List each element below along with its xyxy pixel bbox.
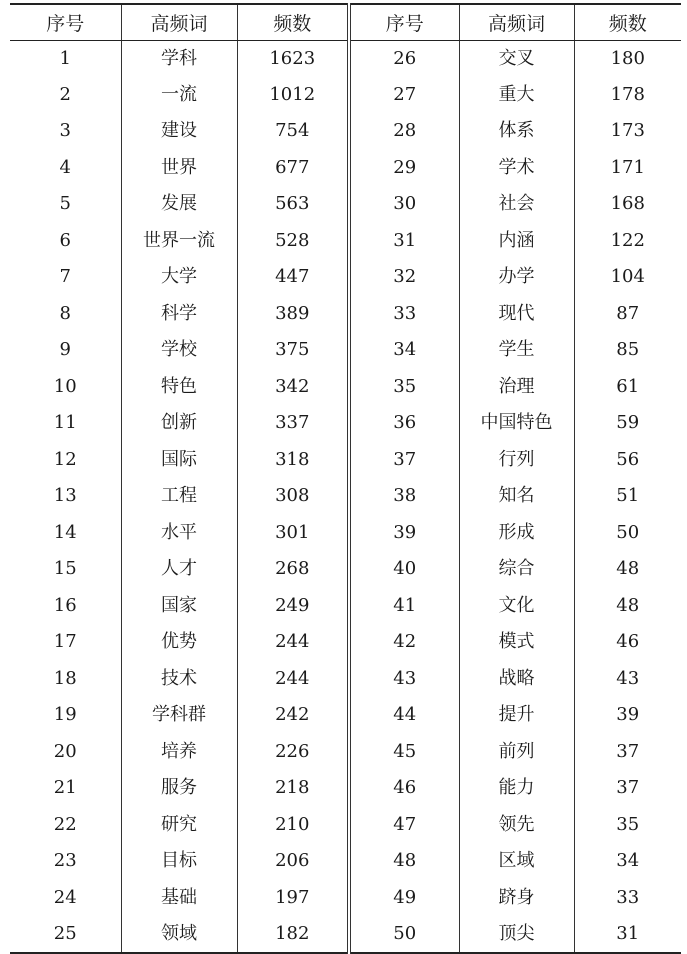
word-cell-right: 顶尖 bbox=[459, 916, 574, 953]
word-cell-left: 基础 bbox=[121, 880, 237, 917]
table-row bbox=[10, 113, 681, 150]
rank-cell-left: 25 bbox=[10, 916, 121, 953]
word-cell-left: 世界 bbox=[121, 150, 237, 187]
word-cell-left: 水平 bbox=[121, 515, 237, 552]
word-cell-right: 重大 bbox=[459, 77, 574, 114]
rank-cell-left: 23 bbox=[53, 850, 77, 872]
rank-cell-left: 12 bbox=[53, 448, 77, 470]
word-cell-left: 建设 bbox=[121, 113, 237, 150]
word-cell-left: 国家 bbox=[121, 588, 237, 625]
word-cell-right: 学生 bbox=[459, 332, 574, 369]
table-body bbox=[10, 40, 681, 953]
freq-cell-right: 59 bbox=[574, 405, 681, 442]
word-cell-left: 大学 bbox=[121, 259, 237, 296]
freq-cell-right: 39 bbox=[574, 697, 681, 734]
table-row bbox=[10, 332, 681, 369]
freq-cell-right: 46 bbox=[574, 624, 681, 661]
word-cell-right: 学术 bbox=[459, 150, 574, 187]
rank-cell-right: 30 bbox=[349, 186, 459, 223]
table-row bbox=[10, 515, 681, 552]
word-cell-left: 创新 bbox=[121, 405, 237, 442]
word-cell-right: 能力 bbox=[459, 770, 574, 807]
rank-cell-left: 10 bbox=[53, 375, 77, 397]
freq-cell-left: 244 bbox=[237, 661, 349, 698]
word-cell-left: 技术 bbox=[121, 661, 237, 698]
freq-cell-left: 528 bbox=[237, 223, 349, 260]
table-row bbox=[10, 551, 681, 588]
word-cell-left: 工程 bbox=[121, 478, 237, 515]
freq-cell-left: 677 bbox=[237, 150, 349, 187]
table-row bbox=[10, 734, 681, 771]
freq-cell-left: 308 bbox=[237, 478, 349, 515]
word-cell-right: 中国特色 bbox=[459, 405, 574, 442]
freq-cell-left: 389 bbox=[237, 296, 349, 333]
table-row bbox=[10, 150, 681, 187]
freq-cell-right: 87 bbox=[574, 296, 681, 333]
rank-cell-left: 15 bbox=[53, 558, 77, 580]
freq-cell-left: 197 bbox=[237, 880, 349, 917]
word-cell-left: 国际 bbox=[121, 442, 237, 479]
freq-cell-left: 1012 bbox=[237, 77, 349, 114]
freq-cell-right: 168 bbox=[574, 186, 681, 223]
rank-cell-left: 24 bbox=[53, 886, 77, 908]
table-row bbox=[10, 807, 681, 844]
freq-cell-left: 318 bbox=[237, 442, 349, 479]
freq-cell-left: 242 bbox=[237, 697, 349, 734]
freq-cell-left: 375 bbox=[237, 332, 349, 369]
rank-cell-right: 29 bbox=[349, 150, 459, 187]
rank-cell-left: 5 bbox=[59, 193, 71, 215]
freq-cell-left: 342 bbox=[237, 369, 349, 406]
word-cell-right: 文化 bbox=[459, 588, 574, 625]
rank-cell-right: 43 bbox=[349, 661, 459, 698]
freq-cell-right: 37 bbox=[574, 770, 681, 807]
freq-cell-left: 301 bbox=[237, 515, 349, 552]
rank-cell-right: 42 bbox=[349, 624, 459, 661]
freq-cell-right: 104 bbox=[574, 259, 681, 296]
freq-cell-left: 210 bbox=[237, 807, 349, 844]
freq-cell-left: 754 bbox=[237, 113, 349, 150]
word-cell-left: 领域 bbox=[121, 916, 237, 953]
rank-cell-right: 27 bbox=[349, 77, 459, 114]
rank-cell-right: 41 bbox=[349, 588, 459, 625]
table-row bbox=[10, 843, 681, 880]
word-cell-left: 特色 bbox=[121, 369, 237, 406]
rank-cell-left: 17 bbox=[53, 631, 77, 653]
rank-cell-right: 26 bbox=[349, 40, 459, 77]
rank-cell-left: 19 bbox=[53, 704, 77, 726]
word-cell-right: 领先 bbox=[459, 807, 574, 844]
word-cell-right: 前列 bbox=[459, 734, 574, 771]
word-cell-left: 学校 bbox=[121, 332, 237, 369]
word-cell-right: 办学 bbox=[459, 259, 574, 296]
rank-cell-right: 31 bbox=[349, 223, 459, 260]
freq-cell-right: 51 bbox=[574, 478, 681, 515]
word-cell-left: 一流 bbox=[121, 77, 237, 114]
rank-cell-right: 32 bbox=[349, 259, 459, 296]
freq-cell-right: 85 bbox=[574, 332, 681, 369]
freq-cell-left: 226 bbox=[237, 734, 349, 771]
rank-cell-left: 4 bbox=[59, 156, 71, 178]
word-cell-right: 现代 bbox=[459, 296, 574, 333]
freq-cell-right: 171 bbox=[574, 150, 681, 187]
table-row bbox=[10, 697, 681, 734]
word-cell-left: 服务 bbox=[121, 770, 237, 807]
table-row bbox=[10, 661, 681, 698]
table-row bbox=[10, 259, 681, 296]
header-row bbox=[10, 4, 681, 40]
table-row bbox=[10, 916, 681, 953]
table-row bbox=[10, 442, 681, 479]
header-freq-right: 频数 bbox=[574, 4, 681, 40]
freq-cell-right: 37 bbox=[574, 734, 681, 771]
word-cell-left: 人才 bbox=[121, 551, 237, 588]
header-freq-left: 频数 bbox=[237, 4, 349, 40]
table-row bbox=[10, 40, 681, 77]
rank-cell-left: 2 bbox=[59, 83, 71, 105]
header-rank-left: 序号 bbox=[10, 4, 121, 40]
word-cell-right: 交叉 bbox=[459, 40, 574, 77]
rank-cell-left: 21 bbox=[53, 777, 77, 799]
word-cell-right: 体系 bbox=[459, 113, 574, 150]
rank-cell-left: 9 bbox=[59, 339, 71, 361]
rank-cell-right: 36 bbox=[349, 405, 459, 442]
rank-cell-right: 44 bbox=[349, 697, 459, 734]
word-cell-right: 综合 bbox=[459, 551, 574, 588]
rank-cell-right: 38 bbox=[349, 478, 459, 515]
freq-cell-right: 122 bbox=[574, 223, 681, 260]
word-cell-right: 行列 bbox=[459, 442, 574, 479]
header-rank-right: 序号 bbox=[349, 4, 459, 40]
rank-cell-right: 49 bbox=[349, 880, 459, 917]
rank-cell-right: 35 bbox=[349, 369, 459, 406]
header-word-right: 高频词 bbox=[459, 4, 574, 40]
rank-cell-left: 14 bbox=[53, 521, 77, 543]
rank-cell-right: 50 bbox=[349, 916, 459, 953]
table-row bbox=[10, 77, 681, 114]
freq-cell-right: 34 bbox=[574, 843, 681, 880]
freq-cell-right: 31 bbox=[574, 916, 681, 953]
freq-cell-left: 1623 bbox=[237, 40, 349, 77]
rank-cell-right: 40 bbox=[349, 551, 459, 588]
rank-cell-left: 6 bbox=[59, 229, 71, 251]
freq-cell-right: 33 bbox=[574, 880, 681, 917]
freq-cell-left: 182 bbox=[237, 916, 349, 953]
freq-cell-left: 249 bbox=[237, 588, 349, 625]
word-cell-left: 科学 bbox=[121, 296, 237, 333]
word-cell-right: 形成 bbox=[459, 515, 574, 552]
word-cell-right: 跻身 bbox=[459, 880, 574, 917]
rank-cell-left: 22 bbox=[53, 813, 77, 835]
table-row bbox=[10, 186, 681, 223]
freq-cell-left: 244 bbox=[237, 624, 349, 661]
word-cell-left: 学科群 bbox=[121, 697, 237, 734]
word-cell-right: 提升 bbox=[459, 697, 574, 734]
frequency-table bbox=[10, 3, 681, 954]
table-row bbox=[10, 223, 681, 260]
header-word-left: 高频词 bbox=[121, 4, 237, 40]
word-cell-right: 知名 bbox=[459, 478, 574, 515]
freq-cell-right: 48 bbox=[574, 588, 681, 625]
freq-cell-left: 268 bbox=[237, 551, 349, 588]
rank-cell-right: 37 bbox=[349, 442, 459, 479]
rank-cell-right: 33 bbox=[349, 296, 459, 333]
rank-cell-left: 8 bbox=[59, 302, 71, 324]
table-row bbox=[10, 624, 681, 661]
freq-cell-right: 48 bbox=[574, 551, 681, 588]
word-cell-right: 区域 bbox=[459, 843, 574, 880]
rank-cell-right: 47 bbox=[349, 807, 459, 844]
table-row bbox=[10, 478, 681, 515]
rank-cell-right: 28 bbox=[349, 113, 459, 150]
rank-cell-left: 18 bbox=[53, 667, 77, 689]
freq-cell-right: 173 bbox=[574, 113, 681, 150]
word-cell-left: 世界一流 bbox=[121, 223, 237, 260]
word-cell-left: 培养 bbox=[121, 734, 237, 771]
freq-cell-right: 61 bbox=[574, 369, 681, 406]
word-cell-right: 模式 bbox=[459, 624, 574, 661]
freq-cell-left: 447 bbox=[237, 259, 349, 296]
table-row bbox=[10, 296, 681, 333]
word-cell-left: 发展 bbox=[121, 186, 237, 223]
freq-cell-left: 337 bbox=[237, 405, 349, 442]
rank-cell-right: 48 bbox=[349, 843, 459, 880]
rank-cell-right: 46 bbox=[349, 770, 459, 807]
word-cell-left: 研究 bbox=[121, 807, 237, 844]
rank-cell-right: 39 bbox=[349, 515, 459, 552]
rank-cell-right: 45 bbox=[349, 734, 459, 771]
table-row bbox=[10, 770, 681, 807]
freq-cell-right: 178 bbox=[574, 77, 681, 114]
rank-cell-right: 34 bbox=[349, 332, 459, 369]
rank-cell-left: 20 bbox=[53, 740, 77, 762]
freq-cell-left: 206 bbox=[237, 843, 349, 880]
rank-cell-left: 7 bbox=[59, 266, 71, 288]
table-header bbox=[10, 4, 681, 40]
rank-cell-left: 13 bbox=[53, 485, 77, 507]
word-cell-left: 优势 bbox=[121, 624, 237, 661]
rank-cell-left: 1 bbox=[59, 47, 71, 69]
table-row bbox=[10, 405, 681, 442]
freq-cell-right: 35 bbox=[574, 807, 681, 844]
freq-cell-right: 56 bbox=[574, 442, 681, 479]
rank-cell-left: 3 bbox=[59, 120, 71, 142]
freq-cell-right: 50 bbox=[574, 515, 681, 552]
word-cell-right: 社会 bbox=[459, 186, 574, 223]
freq-cell-left: 218 bbox=[237, 770, 349, 807]
word-cell-left: 学科 bbox=[121, 40, 237, 77]
table-row bbox=[10, 369, 681, 406]
word-cell-right: 治理 bbox=[459, 369, 574, 406]
freq-cell-right: 43 bbox=[574, 661, 681, 698]
rank-cell-left: 16 bbox=[53, 594, 77, 616]
word-cell-left: 目标 bbox=[121, 843, 237, 880]
table-row bbox=[10, 880, 681, 917]
rank-cell-left: 11 bbox=[53, 412, 77, 434]
word-cell-right: 内涵 bbox=[459, 223, 574, 260]
freq-cell-left: 563 bbox=[237, 186, 349, 223]
freq-cell-right: 180 bbox=[574, 40, 681, 77]
word-cell-right: 战略 bbox=[459, 661, 574, 698]
table-row bbox=[10, 588, 681, 625]
